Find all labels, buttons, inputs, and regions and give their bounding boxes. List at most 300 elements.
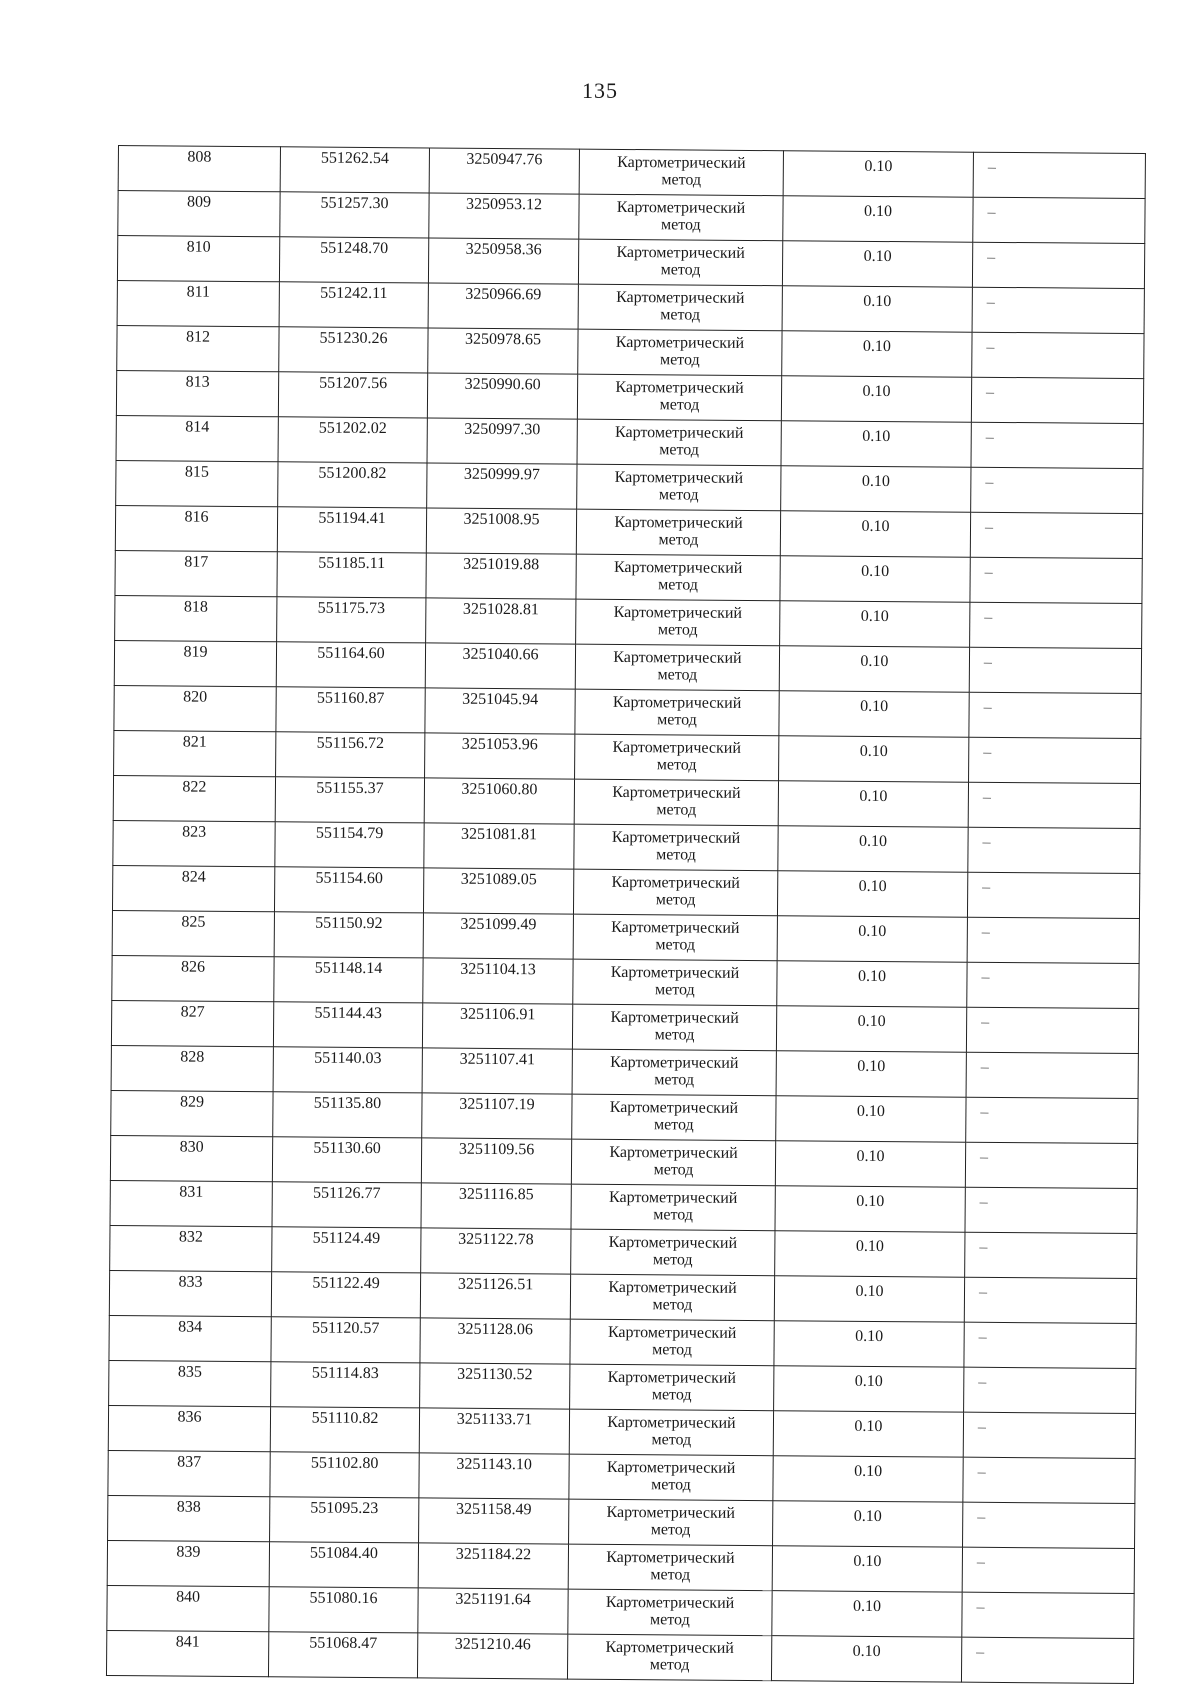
method-cell [574,779,778,826]
note-cell: – [963,1412,1135,1458]
accuracy-cell: 0.10 [775,1186,965,1232]
method-cell [577,374,781,421]
method-line-1: Картометрический [613,648,742,667]
point-number-cell: 834 [109,1315,271,1361]
method-line-2: метод [654,1026,695,1044]
method-line-2: метод [654,1071,695,1089]
note-cell: – [967,872,1139,918]
accuracy-cell: 0.10 [773,1456,963,1502]
note-cell: – [970,557,1142,603]
point-number-cell: 821 [114,730,276,776]
method-line-2: метод [649,1656,690,1674]
accuracy-cell: 0.10 [780,556,970,602]
x-coordinate-cell: 551175.73 [277,597,426,643]
table-row [111,1000,1138,1053]
accuracy-cell: 0.10 [777,871,967,917]
note-cell: – [969,737,1141,783]
accuracy-cell: 0.10 [771,1636,961,1682]
y-coordinate-cell: 3251040.66 [425,643,575,689]
table-row [109,1270,1136,1323]
note-cell: – [966,1007,1138,1053]
accuracy-cell: 0.10 [776,1006,966,1052]
note-cell: – [966,1097,1138,1143]
x-coordinate-cell: 551242.11 [279,282,428,328]
method-line-2: метод [659,351,700,369]
x-coordinate-cell: 551102.80 [270,1452,419,1498]
point-number-cell: 840 [107,1585,269,1631]
table-row [106,1630,1133,1683]
point-number-cell: 841 [106,1630,268,1676]
method-cell [571,1184,775,1231]
x-coordinate-cell: 551135.80 [273,1092,422,1138]
point-number-cell: 832 [110,1225,272,1271]
method-cell [567,1634,771,1681]
method-line-1: Картометрический [610,1008,739,1027]
note-cell: – [973,152,1145,198]
y-coordinate-cell: 3251130.52 [420,1363,570,1409]
y-coordinate-cell: 3251126.51 [420,1273,570,1319]
method-cell [577,464,781,511]
method-line-1: Картометрический [609,1098,739,1117]
method-line-2: метод [651,1431,692,1449]
note-cell: – [967,962,1139,1008]
note-cell: – [964,1322,1136,1368]
method-line-1: Картометрический [607,1368,737,1387]
note-cell: – [965,1142,1137,1188]
method-line-2: метод [658,486,699,504]
method-cell [569,1499,773,1546]
x-coordinate-cell: 551154.60 [274,867,423,913]
y-coordinate-cell: 3251089.05 [423,868,573,914]
x-coordinate-cell: 551202.02 [278,417,427,463]
y-coordinate-cell: 3250999.97 [427,463,577,509]
method-line-2: метод [660,306,701,324]
method-cell [578,329,782,376]
x-coordinate-cell: 551164.60 [276,642,425,688]
x-coordinate-cell: 551124.49 [272,1227,421,1273]
accuracy-cell: 0.10 [775,1141,965,1187]
point-number-cell: 814 [116,415,278,461]
y-coordinate-cell: 3251060.80 [424,778,574,824]
method-line-1: Картометрический [606,1458,736,1477]
point-number-cell: 812 [117,325,279,371]
note-cell: – [969,647,1141,693]
method-cell [579,149,783,196]
note-cell: – [972,332,1144,378]
point-number-cell: 829 [111,1090,273,1136]
accuracy-cell: 0.10 [782,241,972,287]
method-cell [575,689,779,736]
accuracy-cell: 0.10 [781,421,971,467]
y-coordinate-cell: 3251133.71 [419,1408,569,1454]
note-cell: – [971,422,1143,468]
point-number-cell: 815 [116,460,278,506]
table-row [110,1135,1137,1188]
table-row [114,685,1141,738]
y-coordinate-cell: 3251099.49 [423,913,573,959]
method-line-2: метод [661,171,702,189]
accuracy-cell: 0.10 [772,1546,962,1592]
y-coordinate-cell: 3250966.69 [428,283,578,329]
method-cell [568,1544,772,1591]
method-line-1: Картометрический [606,1548,735,1567]
table-row [113,775,1140,828]
note-cell: – [964,1277,1136,1323]
method-line-1: Картометрический [606,1503,736,1522]
y-coordinate-cell: 3251104.13 [423,958,573,1004]
table-row [111,1090,1138,1143]
table-row [112,910,1139,963]
point-number-cell: 808 [118,146,280,192]
point-number-cell: 823 [113,820,275,866]
method-cell [569,1409,773,1456]
x-coordinate-cell: 551080.16 [269,1587,418,1633]
table-row [107,1585,1134,1638]
table-row [114,640,1141,693]
method-line-2: метод [656,846,696,864]
method-line-1: Картометрический [610,1053,739,1072]
method-line-2: метод [652,1341,692,1359]
note-cell: – [968,827,1140,873]
x-coordinate-cell: 551194.41 [277,507,426,553]
method-line-2: метод [654,981,695,999]
y-coordinate-cell: 3250953.12 [429,193,579,239]
note-cell: – [969,692,1141,738]
table-row [117,325,1144,378]
note-cell: – [967,917,1139,963]
x-coordinate-cell: 551262.54 [280,147,429,193]
method-cell [572,1004,776,1051]
method-line-1: Картометрический [611,918,740,937]
table-row [112,955,1139,1008]
accuracy-cell: 0.10 [772,1591,962,1637]
x-coordinate-cell: 551155.37 [275,777,424,823]
x-coordinate-cell: 551200.82 [278,462,427,508]
accuracy-cell: 0.10 [778,781,968,827]
point-number-cell: 827 [111,1000,273,1046]
method-line-2: метод [656,756,697,774]
y-coordinate-cell: 3251143.10 [419,1453,569,1499]
x-coordinate-cell: 551126.77 [272,1182,421,1228]
y-coordinate-cell: 3251053.96 [425,733,575,779]
table-row [115,505,1142,558]
method-cell [578,284,782,331]
method-line-2: метод [650,1611,690,1629]
accuracy-cell: 0.10 [781,376,971,422]
y-coordinate-cell: 3251122.78 [421,1228,571,1274]
method-line-2: метод [660,261,701,279]
method-line-1: Картометрический [607,1323,737,1342]
method-line-2: метод [657,666,698,684]
accuracy-cell: 0.10 [783,196,973,242]
accuracy-cell: 0.10 [777,961,967,1007]
x-coordinate-cell: 551156.72 [276,732,425,778]
point-number-cell: 839 [107,1540,269,1586]
x-coordinate-cell: 551257.30 [280,192,429,238]
point-number-cell: 822 [113,775,275,821]
point-number-cell: 820 [114,685,276,731]
method-line-1: Картометрический [607,1413,736,1432]
y-coordinate-cell: 3251107.19 [422,1093,572,1139]
accuracy-cell: 0.10 [778,826,968,872]
point-number-cell: 837 [108,1450,270,1496]
y-coordinate-cell: 3250958.36 [428,238,578,284]
point-number-cell: 825 [112,910,274,956]
method-line-2: метод [655,891,696,909]
method-cell [571,1229,775,1276]
x-coordinate-cell: 551150.92 [274,912,423,958]
method-line-2: метод [650,1521,691,1539]
method-line-2: метод [659,441,700,459]
table-row [112,865,1139,918]
y-coordinate-cell: 3251106.91 [422,1003,572,1049]
method-line-1: Картометрический [614,468,744,487]
note-cell: – [964,1367,1136,1413]
accuracy-cell: 0.10 [782,331,972,377]
method-line-2: метод [656,801,697,819]
y-coordinate-cell: 3251081.81 [424,823,574,869]
x-coordinate-cell: 551095.23 [270,1497,419,1543]
method-line-1: Картометрический [612,693,742,712]
method-line-1: Картометрический [615,378,744,397]
x-coordinate-cell: 551120.57 [271,1317,420,1363]
coordinates-table [106,145,1146,1684]
note-cell: – [972,287,1144,333]
table-body [106,146,1145,1684]
accuracy-cell: 0.10 [776,1096,966,1142]
method-line-1: Картометрический [613,603,743,622]
point-number-cell: 810 [117,236,279,282]
x-coordinate-cell: 551068.47 [268,1632,417,1678]
y-coordinate-cell: 3250990.60 [427,373,577,419]
method-cell [570,1274,774,1321]
y-coordinate-cell: 3251107.41 [422,1048,572,1094]
y-coordinate-cell: 3251158.49 [419,1498,569,1544]
method-line-2: метод [653,1116,694,1134]
x-coordinate-cell: 551084.40 [269,1542,418,1588]
y-coordinate-cell: 3250978.65 [428,328,578,374]
method-cell [574,824,778,871]
note-cell: – [961,1637,1133,1683]
method-line-2: метод [652,1296,693,1314]
note-cell: – [970,512,1142,558]
accuracy-cell: 0.10 [782,286,972,332]
x-coordinate-cell: 551230.26 [279,327,428,373]
note-cell: – [971,377,1143,423]
accuracy-cell: 0.10 [781,466,971,512]
accuracy-cell: 0.10 [773,1411,963,1457]
y-coordinate-cell: 3251045.94 [425,688,575,734]
method-line-1: Картометрический [608,1233,738,1252]
table-row [116,370,1143,423]
method-cell [569,1454,773,1501]
point-number-cell: 819 [114,640,276,686]
y-coordinate-cell: 3251128.06 [420,1318,570,1364]
note-cell: – [973,197,1145,243]
accuracy-cell: 0.10 [780,601,970,647]
method-line-2: метод [657,621,698,639]
table-row [109,1360,1136,1413]
method-line-1: Картометрический [611,873,740,892]
accuracy-cell: 0.10 [774,1321,964,1367]
method-line-2: метод [650,1566,691,1584]
accuracy-cell: 0.10 [779,646,969,692]
y-coordinate-cell: 3251184.22 [418,1543,568,1589]
table-row [109,1315,1136,1368]
note-cell: – [965,1187,1137,1233]
point-number-cell: 824 [112,865,274,911]
method-line-2: метод [655,936,696,954]
accuracy-cell: 0.10 [775,1231,965,1277]
table-row [108,1405,1135,1458]
note-cell: – [966,1052,1138,1098]
method-line-1: Картометрический [608,1188,738,1207]
x-coordinate-cell: 551148.14 [274,957,423,1003]
method-cell [576,554,780,601]
y-coordinate-cell: 3251210.46 [417,1633,567,1679]
method-cell [573,914,777,961]
y-coordinate-cell: 3251116.85 [421,1183,571,1229]
accuracy-cell: 0.10 [779,736,969,782]
accuracy-cell: 0.10 [774,1366,964,1412]
method-line-2: метод [658,531,699,549]
table-row [111,1045,1138,1098]
method-line-1: Картометрический [615,423,744,442]
accuracy-cell: 0.10 [774,1276,964,1322]
x-coordinate-cell: 551185.11 [277,552,426,598]
y-coordinate-cell: 3251008.95 [426,508,576,554]
method-line-1: Картометрический [605,1638,734,1657]
method-cell [568,1589,772,1636]
note-cell: – [972,242,1144,288]
point-number-cell: 831 [110,1180,272,1226]
point-number-cell: 835 [109,1360,271,1406]
x-coordinate-cell: 551154.79 [275,822,424,868]
method-cell [570,1364,774,1411]
table-row [113,820,1140,873]
method-line-1: Картометрический [615,333,745,352]
point-number-cell: 813 [116,370,278,416]
accuracy-cell: 0.10 [780,511,970,557]
method-line-1: Картометрический [612,783,741,802]
accuracy-cell: 0.10 [773,1501,963,1547]
method-line-2: метод [651,1386,692,1404]
table-row [107,1540,1134,1593]
accuracy-cell: 0.10 [783,151,973,197]
point-number-cell: 828 [111,1045,273,1091]
x-coordinate-cell: 551130.60 [272,1137,421,1183]
x-coordinate-cell: 551110.82 [270,1407,419,1453]
table-row [118,146,1145,199]
method-line-1: Картометрический [617,153,746,172]
method-line-1: Картометрический [610,963,740,982]
table-row [117,280,1144,333]
method-line-1: Картометрический [611,828,741,847]
method-line-1: Картометрический [612,738,742,757]
accuracy-cell: 0.10 [776,1051,966,1097]
table-row [117,236,1144,289]
method-line-2: метод [651,1476,691,1494]
method-cell [575,644,779,691]
table-row [108,1450,1135,1503]
method-cell [576,509,780,556]
method-line-2: метод [653,1206,694,1224]
table-row [115,595,1142,648]
point-number-cell: 809 [118,191,280,237]
method-cell [571,1139,775,1186]
note-cell: – [963,1502,1135,1548]
x-coordinate-cell: 551114.83 [271,1362,420,1408]
point-number-cell: 818 [115,595,277,641]
table-row [108,1495,1135,1548]
method-line-2: метод [658,576,698,594]
method-line-1: Картометрический [605,1593,735,1612]
x-coordinate-cell: 551140.03 [273,1047,422,1093]
table-row [115,550,1142,603]
table-row [114,730,1141,783]
point-number-cell: 833 [109,1270,271,1316]
method-line-2: метод [652,1251,693,1269]
x-coordinate-cell: 551144.43 [273,1002,422,1048]
method-line-2: метод [660,216,701,234]
method-line-2: метод [657,711,697,729]
note-cell: – [971,467,1143,513]
point-number-cell: 836 [108,1405,270,1451]
method-cell [579,194,783,241]
method-cell [573,959,777,1006]
y-coordinate-cell: 3251191.64 [418,1588,568,1634]
y-coordinate-cell: 3251028.81 [426,598,576,644]
table-row [116,415,1143,468]
y-coordinate-cell: 3250997.30 [427,418,577,464]
point-number-cell: 830 [110,1135,272,1181]
method-line-1: Картометрический [609,1143,738,1162]
point-number-cell: 811 [117,280,279,326]
method-cell [578,239,782,286]
y-coordinate-cell: 3251019.88 [426,553,576,599]
accuracy-cell: 0.10 [777,916,967,962]
method-line-2: метод [653,1161,694,1179]
accuracy-cell: 0.10 [779,691,969,737]
point-number-cell: 838 [108,1495,270,1541]
y-coordinate-cell: 3250947.76 [429,148,579,194]
point-number-cell: 816 [115,505,277,551]
y-coordinate-cell: 3251109.56 [421,1138,571,1184]
method-line-2: метод [659,396,700,414]
method-line-1: Картометрический [608,1278,737,1297]
method-line-1: Картометрический [616,198,746,217]
note-cell: – [963,1457,1135,1503]
method-cell [577,419,781,466]
method-cell [572,1094,776,1141]
page-number: 135 [582,78,618,103]
table-row [110,1180,1137,1233]
method-cell [573,869,777,916]
note-cell: – [962,1592,1134,1638]
method-line-1: Картометрический [616,243,745,262]
method-cell [570,1319,774,1366]
note-cell: – [965,1232,1137,1278]
point-number-cell: 817 [115,550,277,596]
x-coordinate-cell: 551207.56 [278,372,427,418]
method-line-1: Картометрический [614,513,743,532]
note-cell: – [962,1547,1134,1593]
table-row [116,460,1143,513]
method-cell [575,734,779,781]
x-coordinate-cell: 551160.87 [276,687,425,733]
method-line-1: Картометрический [613,558,743,577]
method-line-1: Картометрический [616,288,745,307]
